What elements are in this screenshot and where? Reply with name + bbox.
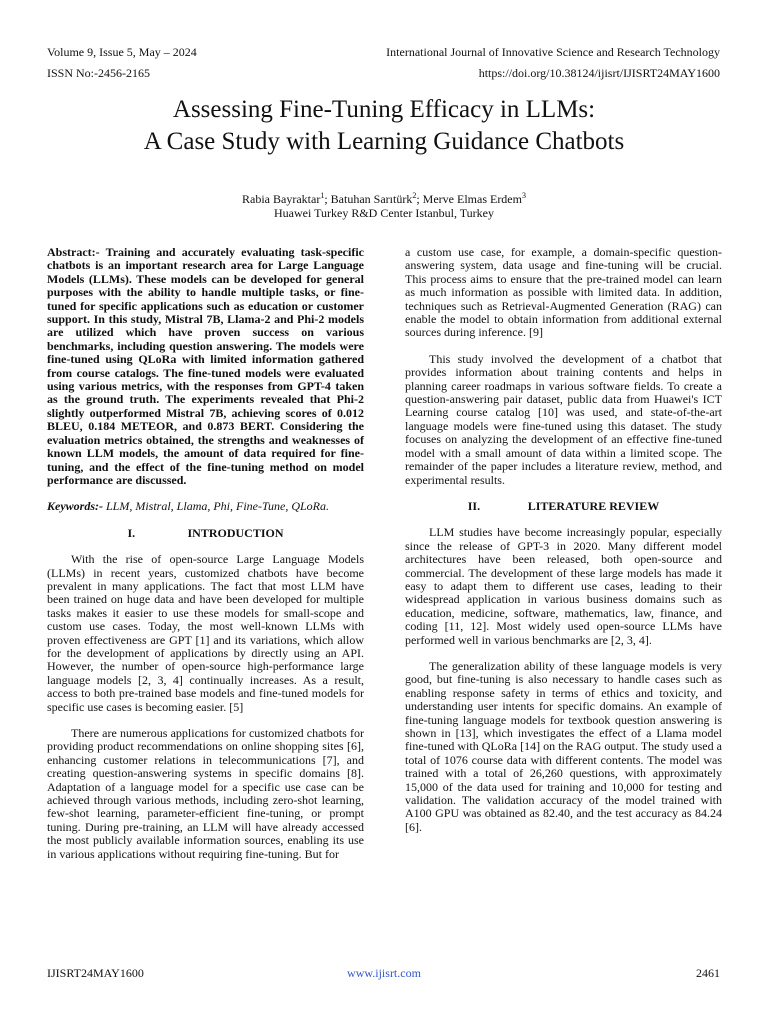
section-title: LITERATURE REVIEW xyxy=(527,498,660,513)
paragraph: With the rise of open-source Large Language Models (LLMs) in recent years, customized chatbots have become prevalent in many applications. The fact that most LLM have been trained on huge data and have been developed for multiple tasks makes it easier to use these models for small-scope and custom use cases. Today, the most well-known LLMs with proven effectiveness are GPT [1] and its variations, which allow for the development of applications by directly using an API. However, the number of open-source high-performance large language models [2, 3, 4] continually increases. As a result, access to both pre-trained base models and fine-tuned models for specific use cases is becoming easier. [5] xyxy=(47,552,364,714)
section-number: II. xyxy=(467,498,481,513)
title-line-1: Assessing Fine-Tuning Efficacy in LLMs: xyxy=(172,96,596,123)
author-name: Merve Elmas Erdem xyxy=(422,192,522,206)
footer-page-number: 2461 xyxy=(696,966,720,980)
header-doi[interactable]: https://doi.org/10.38124/ijisrt/IJISRT24MAY1600 xyxy=(478,66,720,80)
author-affiliation: Huawei Turkey R&D Center Istanbul, Turkey xyxy=(274,206,494,220)
section-heading-introduction xyxy=(47,527,364,540)
paragraph: This study involved the development of a chatbot that provides information about training contents and helps in planning career roadmaps in various software fields. To create a question-answering pair dataset, public data from Huawei's ICT Learning course catalog [10] was used, and state-of-the-art language models were fine-tuned using this dataset. The study focuses on analyzing the development of an effective fine-tuned model with a small amount of data within a limited scope. The remainder of the paper includes a literature review, method, and experimental results. xyxy=(405,351,722,487)
footer-code: IJISRT24MAY1600 xyxy=(47,966,144,980)
header-journal: International Journal of Innovative Science and Research Technology xyxy=(386,45,720,59)
section-heading-literature-review xyxy=(405,500,722,513)
keywords-list: LLM, Mistral, Llama, Phi, Fine-Tune, QLoRa. xyxy=(103,499,330,514)
title-line-2: A Case Study with Learning Guidance Chatbots xyxy=(143,128,625,155)
keywords xyxy=(47,500,364,513)
left-column xyxy=(47,246,364,861)
paper-title xyxy=(0,94,768,158)
author-list xyxy=(0,189,768,206)
footer-site xyxy=(0,966,768,980)
section-number: I. xyxy=(127,525,136,540)
footer-site-link[interactable]: www.ijisrt.com xyxy=(347,966,421,980)
author-name: Rabia Bayraktar xyxy=(242,192,321,206)
paragraph: a custom use case, for example, a domain-specific question-answering system, data usage and fine-tuning will be crucial. This process aims to ensure that the pre-trained model can learn as much information as possible with limited data. In addition, techniques such as Retrieval-Augmented Generation (RAG) can enable the model to obtain information from additional external sources during inference. [9] xyxy=(405,245,722,340)
right-column xyxy=(405,246,722,834)
abstract: Abstract:- Training and accurately evaluating task-specific chatbots is an important research area for Large Language Models (LLMs). These models can be developed for general purposes with the ability to handle multiple tasks, or fine-tuned for specific applications such as education or customer support. In this study, Mistral 7B, Llama-2 and Phi-2 models are utilized which have proven success on various benchmarks, including question answering. The models were fine-tuned using QLoRa with limited information gathered from course catalogs. The fine-tuned models were evaluated using various metrics, with the responses from GPT-4 taken as the ground truth. The experiments revealed that Phi-2 slightly outperformed Mistral 7B, achieving scores of 0.012 BLEU, 0.184 METEOR, and 0.873 BERT. Considering the evaluation metrics obtained, the strengths and weaknesses of known LLM models, the amount of data required for fine-tuning, and the effect of the fine-tuning method on model performance are discussed. xyxy=(47,245,364,487)
header-issn: ISSN No:-2456-2165 xyxy=(47,66,151,80)
author-affil-sup: 1 xyxy=(320,191,325,200)
header-volume: Volume 9, Issue 5, May – 2024 xyxy=(47,45,197,59)
keywords-label: Keywords:- xyxy=(47,499,103,514)
section-title: INTRODUCTION xyxy=(187,525,284,540)
authors-block xyxy=(0,189,768,220)
author-name: Batuhan Sarıtürk xyxy=(330,192,413,206)
author-affil-sup: 2 xyxy=(412,191,417,200)
author-separator: ; xyxy=(324,192,331,206)
paragraph: LLM studies have become increasingly popular, especially since the release of GPT-3 in 2020. Many different model architectures have been released, both open-source and commercial. The development of these large models has made it easy to adapt them to different use cases, leading to their widespread application in various business domains such as education, medicine, software, mathematics, law, finance, and coding [11, 12]. Most widely used open-source LLMs have performed well in various benchmarks are [2, 3, 4]. xyxy=(405,525,722,647)
paragraph: There are numerous applications for customized chatbots for providing product recommendations on online shopping sites [6], enhancing customer relations in telecommunications [7], and creating question-answering systems in specific domains [8]. Adaptation of a language model for a specific use case can be achieved through various methods, including zero-shot learning, few-shot learning, parameter-efficient fine-tuning, or prompt tuning. During pre-training, an LLM will have already accessed the most publicly available information sources, enabling its use in various applications without requiring fine-tuning. But for xyxy=(47,726,364,861)
author-affil-sup: 3 xyxy=(521,191,526,200)
paragraph: The generalization ability of these language models is very good, but fine-tuning is also necessary to handle cases such as enabling response safety in terms of ethics and toxicity, and understanding user intents for specific domains. An example of fine-tuning language models for textbook question answering is shown in [13], which investigates the effect of a Llama model fine-tuned with QLoRa [14] on the RAG output. The study used a total of 1076 course data with different contents. The model was trained with a total of 26,260 questions, with approximately 15,000 of the data used for training and 10,000 for testing and validation. The validation accuracy of the model trained with A100 GPU was obtained as 82.40, and the test accuracy as 84.24 [6]. xyxy=(405,658,722,834)
author-separator: ; xyxy=(416,192,423,206)
